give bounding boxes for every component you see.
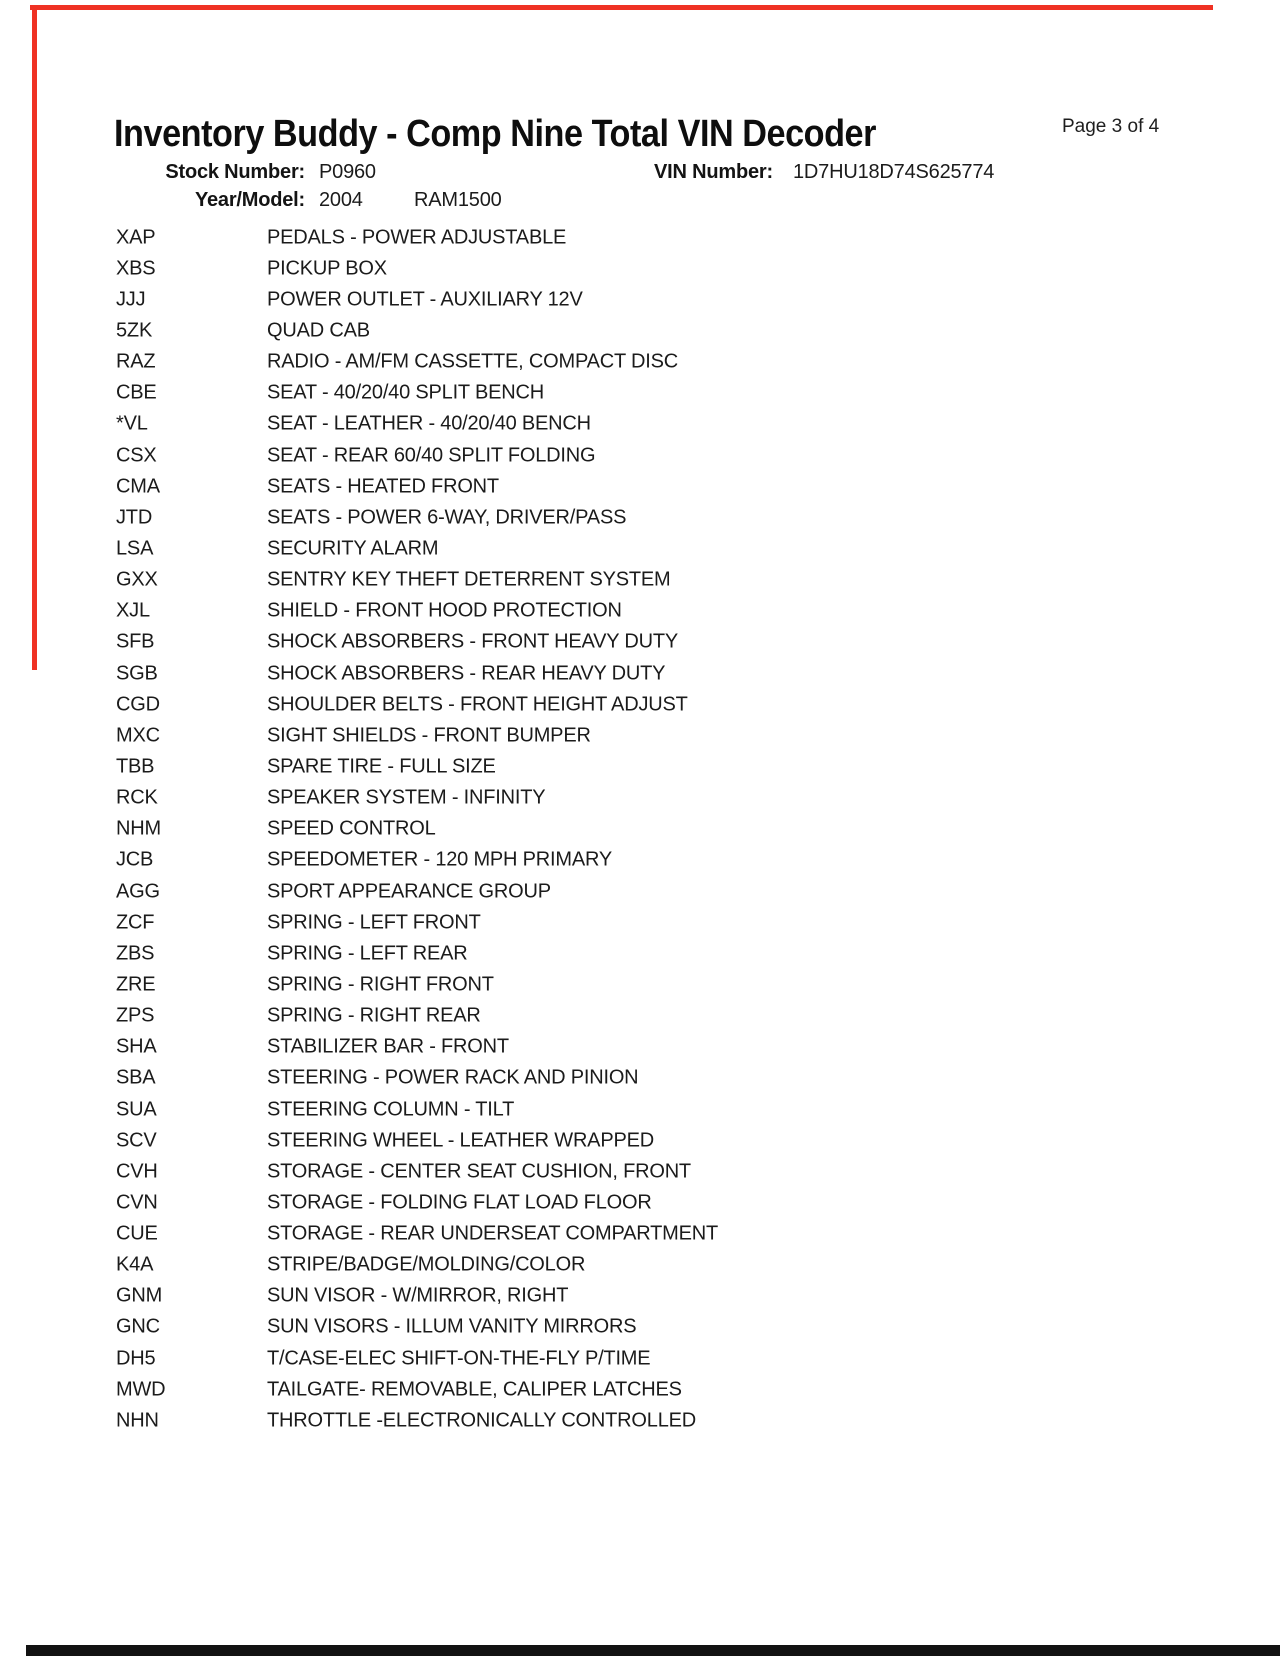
option-code: AGG: [116, 880, 160, 903]
option-code: ZBS: [116, 942, 155, 965]
option-description: STORAGE - REAR UNDERSEAT COMPARTMENT: [267, 1222, 719, 1245]
vin-number-label: VIN Number:: [654, 161, 773, 183]
option-description: SUN VISORS - ILLUM VANITY MIRRORS: [267, 1315, 637, 1338]
option-row: [0, 1374, 1280, 1405]
option-code: RAZ: [116, 350, 156, 373]
option-code: K4A: [116, 1253, 154, 1276]
option-description: STRIPE/BADGE/MOLDING/COLOR: [267, 1253, 586, 1276]
option-description: SPRING - RIGHT REAR: [267, 1004, 481, 1027]
option-code: GXX: [116, 568, 158, 591]
option-row: [0, 502, 1280, 533]
option-code: NHM: [116, 817, 161, 840]
option-row: [0, 1250, 1280, 1281]
year-value: 2004: [319, 189, 363, 211]
option-description: SENTRY KEY THEFT DETERRENT SYSTEM: [267, 568, 671, 591]
option-row: [0, 565, 1280, 596]
option-description: STORAGE - CENTER SEAT CUSHION, FRONT: [267, 1160, 691, 1183]
option-row: [0, 1343, 1280, 1374]
option-code: LSA: [116, 537, 154, 560]
option-code: XAP: [116, 226, 156, 249]
option-row: [0, 627, 1280, 658]
option-row: [0, 720, 1280, 751]
scan-artifact-top-red-line: [30, 5, 1213, 10]
stock-number-label: Stock Number:: [165, 161, 305, 183]
option-description: SEAT - LEATHER - 40/20/40 BENCH: [267, 412, 591, 435]
option-row: [0, 1125, 1280, 1156]
option-row: [0, 1405, 1280, 1436]
option-row: [0, 1187, 1280, 1218]
option-code: JTD: [116, 506, 153, 529]
option-description: SIGHT SHIELDS - FRONT BUMPER: [267, 724, 591, 747]
option-code: NHN: [116, 1409, 159, 1432]
option-description: SECURITY ALARM: [267, 537, 439, 560]
option-row: [0, 1219, 1280, 1250]
option-row: [0, 751, 1280, 782]
option-description: QUAD CAB: [267, 319, 370, 342]
option-code: TBB: [116, 755, 155, 778]
option-row: [0, 253, 1280, 284]
option-description: PEDALS - POWER ADJUSTABLE: [267, 226, 567, 249]
option-description: SUN VISOR - W/MIRROR, RIGHT: [267, 1284, 569, 1307]
option-row: [0, 1094, 1280, 1125]
option-code: CVN: [116, 1191, 158, 1214]
option-code: JJJ: [116, 288, 146, 311]
option-description: TAILGATE- REMOVABLE, CALIPER LATCHES: [267, 1378, 682, 1401]
option-row: [0, 222, 1280, 253]
option-code: ZCF: [116, 911, 155, 934]
option-row: [0, 440, 1280, 471]
option-code: MWD: [116, 1378, 166, 1401]
option-description: SPRING - RIGHT FRONT: [267, 973, 494, 996]
option-code: CBE: [116, 381, 157, 404]
option-description: STEERING WHEEL - LEATHER WRAPPED: [267, 1129, 654, 1152]
option-description: SPRING - LEFT REAR: [267, 942, 468, 965]
option-row: [0, 876, 1280, 907]
option-code: CUE: [116, 1222, 158, 1245]
option-description: SHOULDER BELTS - FRONT HEIGHT ADJUST: [267, 693, 688, 716]
model-value: RAM1500: [414, 189, 502, 211]
option-code: RCK: [116, 786, 158, 809]
option-row: [0, 1281, 1280, 1312]
option-row: [0, 689, 1280, 720]
option-code: GNM: [116, 1284, 163, 1307]
option-code: SGB: [116, 662, 158, 685]
option-description: SHOCK ABSORBERS - FRONT HEAVY DUTY: [267, 630, 679, 653]
option-row: [0, 658, 1280, 689]
option-description: RADIO - AM/FM CASSETTE, COMPACT DISC: [267, 350, 678, 373]
option-code: XBS: [116, 257, 156, 280]
option-description: SEATS - POWER 6-WAY, DRIVER/PASS: [267, 506, 627, 529]
option-row: [0, 969, 1280, 1000]
option-code: SCV: [116, 1129, 157, 1152]
option-row: [0, 907, 1280, 938]
option-code: GNC: [116, 1315, 160, 1338]
option-code: CMA: [116, 475, 160, 498]
option-code: XJL: [116, 599, 150, 622]
option-description: SPARE TIRE - FULL SIZE: [267, 755, 496, 778]
option-description: SPEED CONTROL: [267, 817, 436, 840]
option-description: SPRING - LEFT FRONT: [267, 911, 481, 934]
option-description: POWER OUTLET - AUXILIARY 12V: [267, 288, 583, 311]
option-description: THROTTLE -ELECTRONICALLY CONTROLLED: [267, 1409, 697, 1432]
option-code: CGD: [116, 693, 160, 716]
option-row: [0, 533, 1280, 564]
option-description: SPORT APPEARANCE GROUP: [267, 880, 551, 903]
option-description: SEATS - HEATED FRONT: [267, 475, 499, 498]
option-code: MXC: [116, 724, 160, 747]
option-description: STEERING COLUMN - TILT: [267, 1098, 515, 1120]
option-row: [0, 1032, 1280, 1063]
option-code: CSX: [116, 444, 157, 467]
vin-number-value: 1D7HU18D74S625774: [793, 161, 995, 183]
option-code: ZPS: [116, 1004, 155, 1027]
option-code: SHA: [116, 1035, 157, 1058]
option-description: SHIELD - FRONT HOOD PROTECTION: [267, 599, 622, 622]
year-model-label: Year/Model:: [194, 189, 305, 211]
stock-number-value: P0960: [319, 161, 376, 183]
option-row: [0, 1001, 1280, 1032]
option-row: [0, 1312, 1280, 1343]
option-description: SPEEDOMETER - 120 MPH PRIMARY: [267, 848, 613, 871]
option-row: [0, 1063, 1280, 1094]
scan-artifact-bottom-black-bar: [26, 1645, 1280, 1656]
option-code: JCB: [116, 848, 154, 871]
option-row: [0, 284, 1280, 315]
option-code: *VL: [116, 412, 148, 435]
option-code: DH5: [116, 1347, 156, 1370]
option-row: [0, 814, 1280, 845]
option-description: STORAGE - FOLDING FLAT LOAD FLOOR: [267, 1191, 652, 1214]
option-row: [0, 783, 1280, 814]
option-row: [0, 347, 1280, 378]
page-title: Inventory Buddy - Comp Nine Total VIN Decoder: [114, 113, 877, 155]
option-description: SEAT - 40/20/40 SPLIT BENCH: [267, 381, 544, 404]
option-row: [0, 1156, 1280, 1187]
option-description: STABILIZER BAR - FRONT: [267, 1035, 509, 1058]
option-code: SFB: [116, 630, 155, 653]
option-description: PICKUP BOX: [267, 257, 387, 280]
option-description: SPEAKER SYSTEM - INFINITY: [267, 786, 546, 809]
option-row: [0, 378, 1280, 409]
option-row: [0, 471, 1280, 502]
option-code: SUA: [116, 1098, 157, 1120]
option-row: [0, 409, 1280, 440]
option-description: SEAT - REAR 60/40 SPLIT FOLDING: [267, 444, 596, 467]
option-code: 5ZK: [116, 319, 153, 342]
option-row: [0, 315, 1280, 346]
option-code-list: [0, 222, 1280, 1436]
option-row: [0, 845, 1280, 876]
option-row: [0, 938, 1280, 969]
option-description: STEERING - POWER RACK AND PINION: [267, 1066, 639, 1089]
option-row: [0, 596, 1280, 627]
option-code: SBA: [116, 1066, 156, 1089]
option-description: SHOCK ABSORBERS - REAR HEAVY DUTY: [267, 662, 666, 685]
option-description: T/CASE-ELEC SHIFT-ON-THE-FLY P/TIME: [267, 1347, 651, 1370]
option-code: ZRE: [116, 973, 156, 996]
option-code: CVH: [116, 1160, 158, 1183]
page-number-indicator: Page 3 of 4: [1062, 116, 1160, 137]
